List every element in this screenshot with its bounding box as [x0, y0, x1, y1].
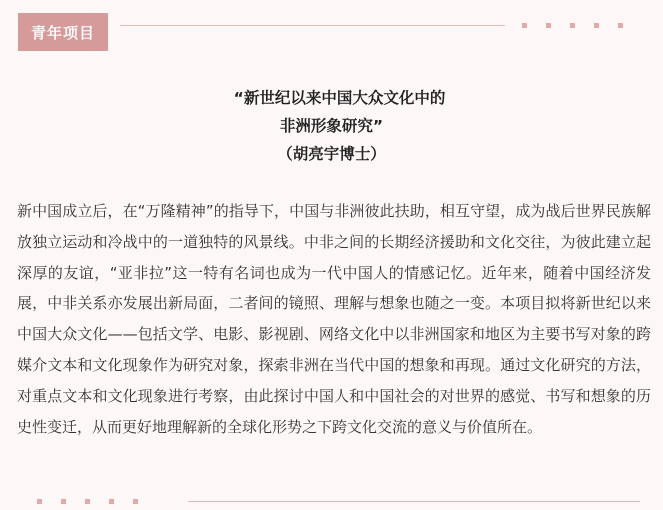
top-divider — [120, 25, 505, 26]
decor-dot — [522, 23, 527, 28]
decor-dot — [109, 499, 114, 504]
decor-dot — [85, 499, 90, 504]
decor-dot — [133, 499, 138, 504]
title-line-2: 非洲形象研究” — [279, 117, 384, 135]
decor-dot — [570, 23, 575, 28]
decor-dot — [618, 23, 623, 28]
top-dot-decoration — [522, 23, 623, 28]
bottom-divider — [188, 501, 640, 502]
decor-dot — [61, 499, 66, 504]
title-line-1: “新世纪以来中国大众文化中的 — [233, 89, 446, 107]
section-tag: 青年项目 — [18, 13, 108, 51]
decor-dot — [546, 23, 551, 28]
decor-dot — [594, 23, 599, 28]
author-line: （胡亮宇博士） — [277, 145, 386, 163]
body-paragraph: 新中国成立后，在“万隆精神”的指导下，中国与非洲彼此扶助，相互守望，成为战后世界民族解放独立运动和冷战中的一道独特的风景线。中非之间的长期经济援助和文化交往，为彼此建立起深厚的友谊，“亚非拉”这一特有名词也成为一代中国人的情感记忆。近年来，随着中国经济发展，中非关系亦发展出新局面，二者间的镜照、理解与想象也随之一变。本项目拟将新世纪以来中国大众文化——包括文学、电影、影视剧、网络文化中以非洲国家和地区为主要书写对象的跨媒介文本和文化现象作为研究对象，探索非洲在当代中国的想象和再现。通过文化研究的方法，对重点文本和文化现象进行考察，由此探讨中国人和中国社会的对世界的感觉、书写和想象的历史性变迁，从而更好地理解新的全球化形势之下跨文化交流的意义与价值所在。 — [17, 202, 651, 436]
project-title — [0, 84, 663, 168]
decor-dot — [37, 499, 42, 504]
bottom-dot-decoration — [37, 499, 138, 504]
